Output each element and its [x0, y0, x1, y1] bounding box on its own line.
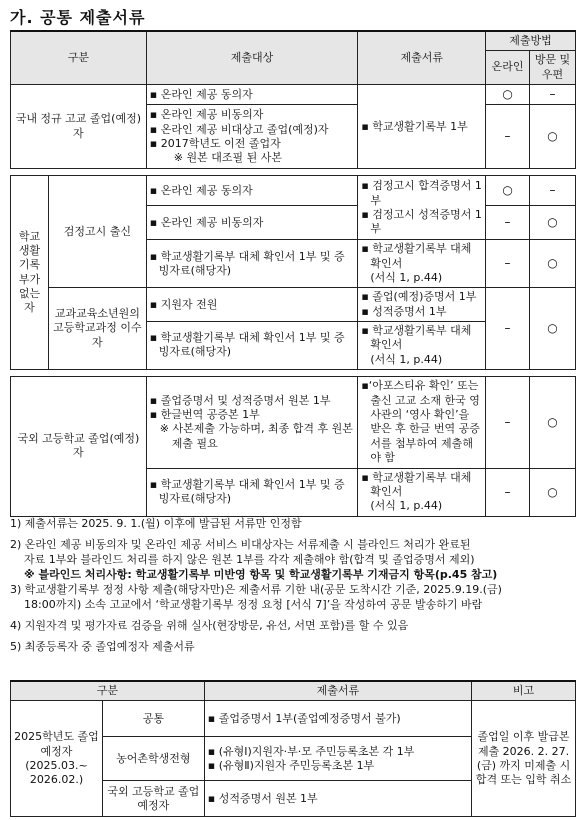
foreign-label: 국외 고등학교 졸업(예정)자: [11, 376, 147, 516]
header-visit: 방문 및 우편: [530, 51, 576, 85]
document-cell: ▪ 학교생활기록부 대체 확인서 (서식 1, p.44): [358, 240, 486, 288]
document-cell: ▪ 졸업증명서 1부(졸업예정증명서 불가): [204, 701, 471, 737]
footnote-3-cont: 18:00까지) 소속 고교에서 ‘학교생활기록부 정정 요청 [서식 7]’을 작성하여 공문 발송하기 바람: [24, 598, 483, 611]
online-mark: –: [486, 468, 530, 516]
visit-mark: ○: [530, 105, 576, 169]
target-cell: ▪ 온라인 제공 동의자: [146, 176, 358, 206]
category-cell: 공통: [102, 701, 204, 737]
visit-mark: ○: [530, 240, 576, 288]
section-title: 가. 공통 제출서류: [10, 8, 146, 27]
online-mark: –: [486, 240, 530, 288]
online-mark: –: [486, 206, 530, 240]
header-method: 제출방법: [486, 31, 576, 51]
header-category: 구분: [11, 31, 147, 84]
document-cell: ▪ 학교생활기록부 대체 확인서 (서식 1, p.44): [358, 468, 486, 516]
visit-mark: ○: [530, 206, 576, 240]
footnotes: [10, 516, 576, 654]
visit-mark: ○: [530, 376, 576, 468]
footnote-1: 1) 제출서류는 2025. 9. 1.(월) 이후에 발급된 서류만 인정함: [10, 517, 302, 530]
graduation-documents-table: [10, 680, 576, 817]
header-online: 온라인: [486, 51, 530, 85]
document-cell: ▪ (유형Ⅰ)지원자·부·모 주민등록초본 각 1부 ▪ (유형Ⅱ)지원자 주민등록초본 1부: [204, 737, 471, 781]
remark-cell: 졸업일 이후 발급본 제출 2026. 2. 27.(금) 까지 미제출 시 합격 또는 입학 취소: [472, 701, 576, 817]
footnote-2: 2) 온라인 제공 비동의자 및 온라인 제공 서비스 비대상자는 서류제출 시 블라인드 처리가 완료된: [10, 538, 471, 551]
common-documents-table: [10, 30, 576, 517]
online-mark: ○: [486, 84, 530, 105]
document-cell: ▪ 학교생활기록부 1부: [358, 84, 486, 169]
group-label: 2025학년도 졸업예정자 (2025.03.~ 2026.02.): [11, 701, 103, 817]
footnote-4: 4) 지원자격 및 평가자료 검증을 위해 실사(현장방문, 유선, 서면 포함)를 할 수 있음: [10, 619, 409, 632]
document-cell: ▪ 학교생활기록부 대체 확인서 (서식 1, p.44): [358, 321, 486, 369]
visit-mark: –: [530, 84, 576, 105]
target-cell: ▪ 학교생활기록부 대체 확인서 1부 및 증빙자료(해당자): [146, 321, 358, 369]
target-cell: ▪ 학교생활기록부 대체 확인서 1부 및 증빙자료(해당자): [146, 468, 358, 516]
online-mark: ○: [486, 176, 530, 206]
blind-note: ※ 블라인드 처리사항: 학교생활기록부 미반영 항목 및 학교생활기록부 기재금지 항목(p.45 참고): [24, 568, 498, 581]
online-mark: –: [486, 105, 530, 169]
ged-label: 검정고시 출신: [48, 176, 146, 288]
target-cell: ▪ 지원자 전원: [146, 288, 358, 322]
document-cell: ▪ 검정고시 합격증명서 1부 ▪ 검정고시 성적증명서 1부: [358, 176, 486, 240]
visit-mark: ○: [530, 288, 576, 369]
online-mark: –: [486, 376, 530, 468]
category-cell: 국외 고등학교 졸업예정자: [102, 781, 204, 817]
edu-label: 교과교육소년원의 고등학교과정 이수자: [48, 288, 146, 369]
document-cell: ▪ 졸업(예정)증명서 1부 ▪ 성적증명서 1부: [358, 288, 486, 322]
target-cell: ▪ 온라인 제공 동의자: [146, 84, 358, 105]
header-documents: 제출서류: [358, 31, 486, 84]
header-category: 구분: [11, 681, 205, 701]
online-mark: –: [486, 288, 530, 369]
document-cell: ▪‘아포스티유 확인’ 또는 출신 고교 소재 한국 영사관의 ‘영사 확인’을 받은 후 한글 번역 공증서를 첨부하여 제출해야 함: [358, 376, 486, 468]
visit-mark: ○: [530, 468, 576, 516]
domestic-label: 국내 정규 고교 졸업(예정)자: [11, 84, 147, 169]
target-cell: ▪ 졸업증명서 및 성적증명서 원본 1부 ▪ 한글번역 공증본 1부 ※ 사본제출 가능하며, 최종 합격 후 원본 제출 필요: [146, 376, 358, 468]
header-target: 제출대상: [146, 31, 358, 84]
header-documents: 제출서류: [204, 681, 471, 701]
target-cell: ▪ 온라인 제공 비동의자: [146, 206, 358, 240]
footnote-2-cont: 자료 1부와 블라인드 처리를 하지 않은 원본 1부를 각각 제출해야 함(합격 및 졸업증명서 제외): [24, 553, 475, 566]
footnote-5: 5) 최종등록자 중 졸업예정자 제출서류: [10, 640, 195, 653]
target-cell: ▪ 온라인 제공 비동의자 ▪ 온라인 제공 비대상고 졸업(예정)자 ▪ 2017학년도 이전 졸업자 ※ 원본 대조필 된 사본: [146, 105, 358, 169]
category-cell: 농어촌학생전형: [102, 737, 204, 781]
noschool-label: 학교생활기록부가없는자: [11, 176, 49, 369]
target-cell: ▪ 학교생활기록부 대체 확인서 1부 및 증빙자료(해당자): [146, 240, 358, 288]
document-cell: ▪ 성적증명서 원본 1부: [204, 781, 471, 817]
footnote-3: 3) 학교생활기록부 정정 사항 제출(해당자만)은 제출서류 기한 내(공문 도착시간 기준, 2025.9.19.(금): [10, 583, 502, 596]
header-remark: 비고: [472, 681, 576, 701]
visit-mark: –: [530, 176, 576, 206]
